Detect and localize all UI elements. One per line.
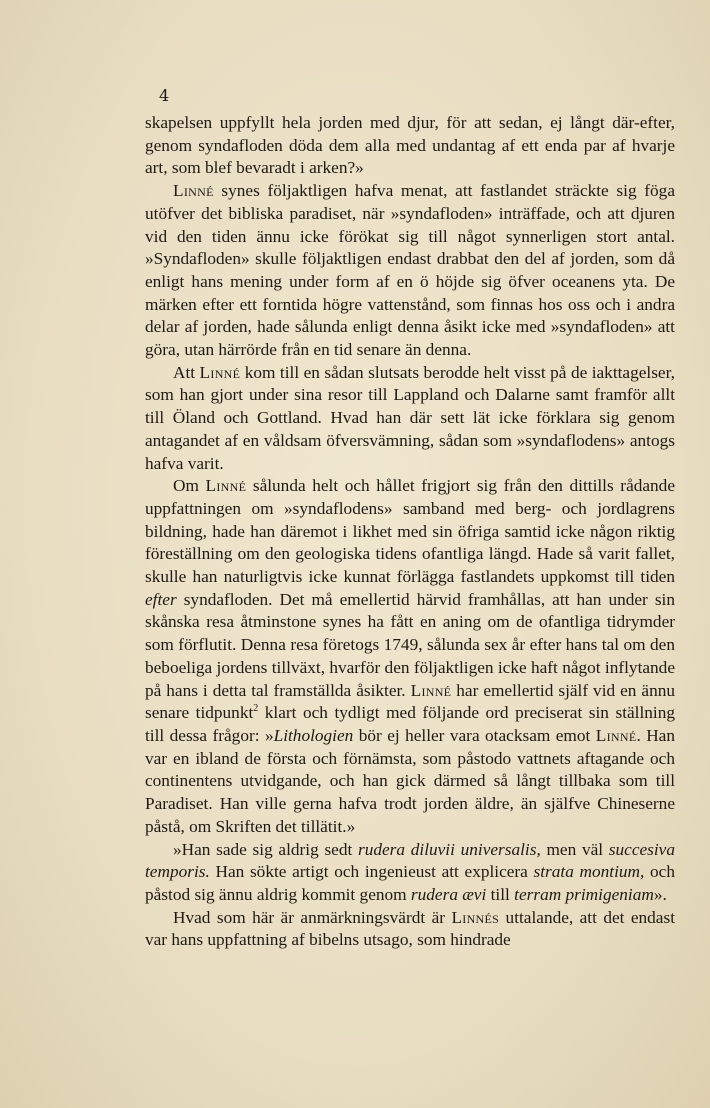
name-linnes: Linnés — [451, 907, 500, 927]
latin-phrase: strata montium, — [533, 862, 645, 882]
body-text — [145, 112, 675, 952]
latin-phrase: rudera diluvii universalis, — [358, 839, 541, 859]
page-number: 4 — [159, 86, 170, 105]
name-linne: Linné — [205, 476, 247, 496]
latin-phrase: succesiva temporis. — [145, 839, 675, 882]
italic-lithologien: Lithologien — [273, 725, 354, 745]
paragraph-2: Linné synes följaktligen hafva menat, att fastlandet sträckte sig föga utöfver det bibliska paradiset, när »syndafloden» inträffade, och att djuren vid den tiden ännu icke förökat sig till något synnerligen stort antal. »Syndafloden» skulle följaktligen endast drabbat den del af jorden, som då enligt hans mening under form af en ö höjde sig öfver oceanens yta. De märken efter ett forntida högre vattenstånd, som finnas hos oss och i andra delar af jorden, hade sålunda enligt denna åsikt icke med »syndafloden» att göra, utan härrörde från en tid senare än denna. — [145, 181, 675, 360]
paragraph-3: Att Linné kom till en sådan slutsats berodde helt visst på de iakttagelser, som han gjort under sina resor till Lappland och Dalarne samt framför allt till Öland och Gottland. Hvad han där sett lät icke förklara sig genom antagandet af en våldsam öfversvämning, sådan som »syndaflodens» antogs hafva varit. — [145, 362, 675, 473]
paragraph-4: Om Linné sålunda helt och hållet frigjort sig från den dittills rådande uppfattningen om »syndaflodens» samband med berg- och jordlagrens bildning, hade han däremot i likhet med sin öfriga samtid icke någon riktig föreställning om den geologiska tidens ofantliga längd. Hade så varit fallet, skulle han naturligtvis icke kunnat förlägga fastlandets uppkomst till tiden efter syndafloden. Det må emellertid härvid framhållas, att han under sin skånska resa åtminstone synes ha fått en aning om de ofantliga tidrymder som förflutit. Denna resa företogs 1749, sålunda sex år efter hans tal om den beboeliga jordens tillväxt, hvarför den följaktligen icke haft något inflytande på hans i detta tal framställda åsikter. Linné har emellertid själf vid en ännu senare tidpunkt$^2$ klart och tydligt med följande ord preciserat sin ställning till dessa frågor: »Lithologien bör ej heller vara otacksam emot Linné. Han var en ibland de första och förnämsta, som påstodo vattnets aftagande och continentens utvidgande, och han gick därmed så långt tillbaka som till Paradiset. Han ville gerna hafva trodt jorden äldre, än själfve Chineserne påstå, om Skriften det tillätit.» — [145, 476, 675, 836]
footnote-marker: 2 — [253, 703, 259, 715]
name-linne: Linné — [410, 680, 452, 700]
paragraph-1: skapelsen uppfyllt hela jorden med djur, för att sedan, ej långt där-efter, genom syndafloden döda dem alla med undantag af ett enda par af hvarje art, som blef bevaradt i arken?» — [145, 113, 675, 178]
name-linne: Linné — [173, 181, 214, 201]
latin-phrase: terram primigeniam — [514, 884, 654, 904]
italic-efter: efter — [145, 589, 177, 609]
latin-phrase: rudera ævi — [410, 884, 487, 904]
paragraph-6: Hvad som här är anmärkningsvärdt är Linnés uttalande, att det endast var hans uppfattning af bibelns utsago, som hindrade — [145, 907, 675, 950]
name-linne: Linné — [595, 725, 637, 745]
name-linne: Linné — [199, 362, 241, 382]
paragraph-5: »Han sade sig aldrig sedt rudera diluvii universalis, men väl succesiva temporis. Han sökte artigt och ingenieust att explicera strata montium, och påstod sig ännu aldrig kommit genom rudera ævi till terram primigeniam». — [145, 839, 675, 904]
